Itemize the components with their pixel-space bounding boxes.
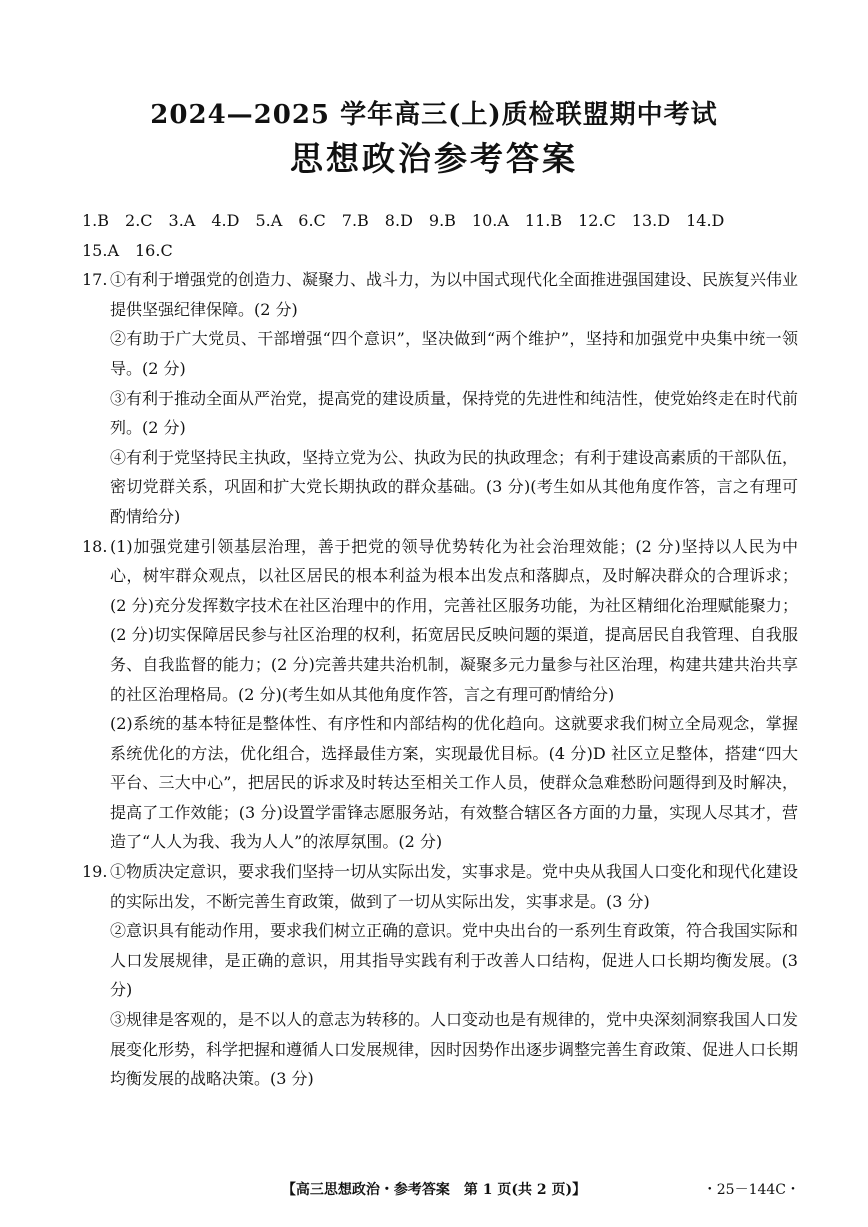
mc-answers-line-2: 15.A 16.C — [82, 240, 173, 260]
answer-point: ④有利于党坚持民主执政，坚持立党为公、执政为民的执政理念；有利于建设高素质的干部队伍，密切党群关系，巩固和扩大党长期执政的群众基础。(3 分)(考生如从其他角度作答，言之有理可酌情给分) — [110, 447, 799, 526]
question-number: 17. — [82, 270, 108, 290]
question-number: 18. — [82, 536, 108, 556]
answer-point: ②意识具有能动作用，要求我们树立正确的意识。党中央出台的一系列生育政策，符合我国实际和人口发展规律，是正确的意识，用其指导实践有利于改善人口结构，促进人口长期均衡发展。(3 分) — [110, 921, 799, 1000]
mc-answers-line-1: 1.B 2.C 3.A 4.D 5.A 6.C 7.B 8.D 9.B 10.A 11.B 12.C 13.D 14.D — [82, 211, 725, 230]
exam-title: 2024—2025 学年高三(上)质检联盟期中考试 — [150, 100, 718, 130]
question-number: 19. — [82, 862, 108, 882]
answer-part-2: (2)系统的基本特征是整体性、有序性和内部结构的优化趋向。这就要求我们树立全局观念，掌握系统优化的方法，优化组合，选择最佳方案，实现最优目标。(4 分)D 社区立足整体，搭建“四大平台、三大中心”，把居民的诉求及时转达至相关工作人员，使群众急难愁盼问题得到及时解决，提高了工作效能；(3 分)设置学雷锋志愿服务站，有效整合辖区各方面的力量，实现人尽其才，营造了“人人为我、我为人人”的浓厚氛围。(2 分) — [110, 714, 798, 852]
answer-part-1: (1)加强党建引领基层治理，善于把党的领导优势转化为社会治理效能；(2 分)坚持以人民为中心，树牢群众观点，以社区居民的根本利益为根本出发点和落脚点，及时解决群众的合理诉求；(2 分)充分发挥数字技术在社区治理中的作用，完善社区服务功能，为社区精细化治理赋能聚力；(2 分)切实保障居民参与社区治理的权利，拓宽居民反映问题的渠道，提高居民自我管理、自我服务、自我监督的能力；(2 分)完善共建共治机制，凝聚多元力量参与社区治理，构建共建共治共享的社区治理格局。(2 分)(考生如从其他角度作答，言之有理可酌情给分) — [110, 536, 798, 704]
footer-paper-code: ・25－144C・ — [702, 1182, 800, 1198]
question-19 — [82, 857, 798, 1094]
answer-point: ③规律是客观的，是不以人的意志为转移的。人口变动也是有规律的，党中央深刻洞察我国人口发展变化形势，科学把握和遵循人口发展规律，因时因势作出逐步调整完善生育政策、促进人口长期均衡发展的战略决策。(3 分) — [110, 1010, 799, 1089]
question-18 — [82, 532, 798, 858]
footer-page-info: 【高三思想政治・参考答案 第 1 页(共 2 页)】 — [281, 1182, 587, 1198]
answer-point: ②有助于广大党员、干部增强“四个意识”，坚决做到“两个维护”，坚持和加强党中央集中统一领导。(2 分) — [110, 329, 798, 378]
answer-point: ①有利于增强党的创造力、凝聚力、战斗力，为以中国式现代化全面推进强国建设、民族复兴伟业提供坚强纪律保障。(2 分) — [110, 270, 799, 319]
answer-point: ①物质决定意识，要求我们坚持一切从实际出发，实事求是。党中央从我国人口变化和现代化建设的实际出发，不断完善生育政策，做到了一切从实际出发，实事求是。(3 分) — [110, 862, 799, 911]
answer-content — [82, 206, 798, 1094]
subject-title: 思想政治参考答案 — [290, 139, 578, 178]
question-17 — [82, 265, 798, 531]
answer-point: ③有利于推动全面从严治党，提高党的建设质量，保持党的先进性和纯洁性，使党始终走在时代前列。(2 分) — [110, 388, 799, 438]
